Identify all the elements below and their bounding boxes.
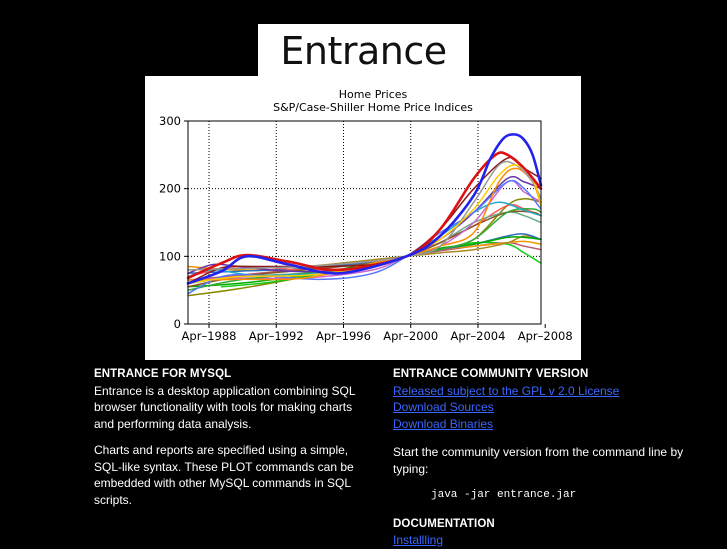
chart-subtitle: S&P/Case-Shiller Home Price Indices [273, 101, 473, 114]
x-tick-label: Apr–1988 [181, 329, 237, 343]
download-sources-link[interactable]: Download Sources [393, 400, 494, 414]
y-tick-label: 300 [159, 114, 181, 128]
intro-paragraph: Entrance is a desktop application combining SQL browser functionality with tools for making charts and performing data analysis. [94, 383, 356, 431]
installing-link[interactable]: Installling [393, 533, 444, 547]
plot-frame [188, 121, 541, 324]
series-line-las-vegas [188, 162, 541, 270]
x-tick-label: Apr–1996 [316, 329, 371, 343]
chart-grid [188, 121, 541, 324]
chart-axes [159, 114, 573, 343]
spacer [393, 432, 693, 444]
left-column [94, 366, 369, 518]
community-heading: ENTRANCE COMMUNITY VERSION [393, 368, 589, 380]
logo-banner[interactable] [258, 24, 469, 76]
download-binaries-link[interactable]: Download Binaries [393, 416, 494, 431]
logo-text: Entrance [280, 29, 447, 73]
mysql-heading: ENTRANCE FOR MYSQL [94, 368, 232, 380]
x-tick-label: Apr–1992 [248, 329, 304, 343]
home-prices-chart [145, 76, 581, 360]
chart-svg [145, 76, 581, 360]
start-instructions: Start the community version from the command line by typing: [393, 445, 684, 476]
command-line: java -jar entrance.jar [431, 489, 577, 501]
y-tick-label: 100 [159, 249, 181, 264]
gpl-license-link[interactable]: Released subject to the GPL v 2.0 License [393, 383, 620, 398]
plot-paragraph: Charts and reports are specified using a simple, SQL-like syntax. These PLOT commands can be embedded with other MySQL commands in SQL scripts. [94, 443, 354, 507]
series-line-washington [188, 158, 541, 284]
documentation-heading: DOCUMENTATION [393, 517, 495, 530]
x-tick-label: Apr–2000 [383, 329, 439, 343]
chart-series [188, 134, 541, 295]
y-tick-label: 0 [173, 317, 181, 331]
y-tick-label: 200 [159, 181, 181, 196]
x-tick-label: Apr–2008 [517, 329, 573, 343]
chart-title: Home Prices [338, 88, 408, 101]
right-column [393, 366, 693, 549]
x-tick-label: Apr–2004 [450, 329, 506, 343]
